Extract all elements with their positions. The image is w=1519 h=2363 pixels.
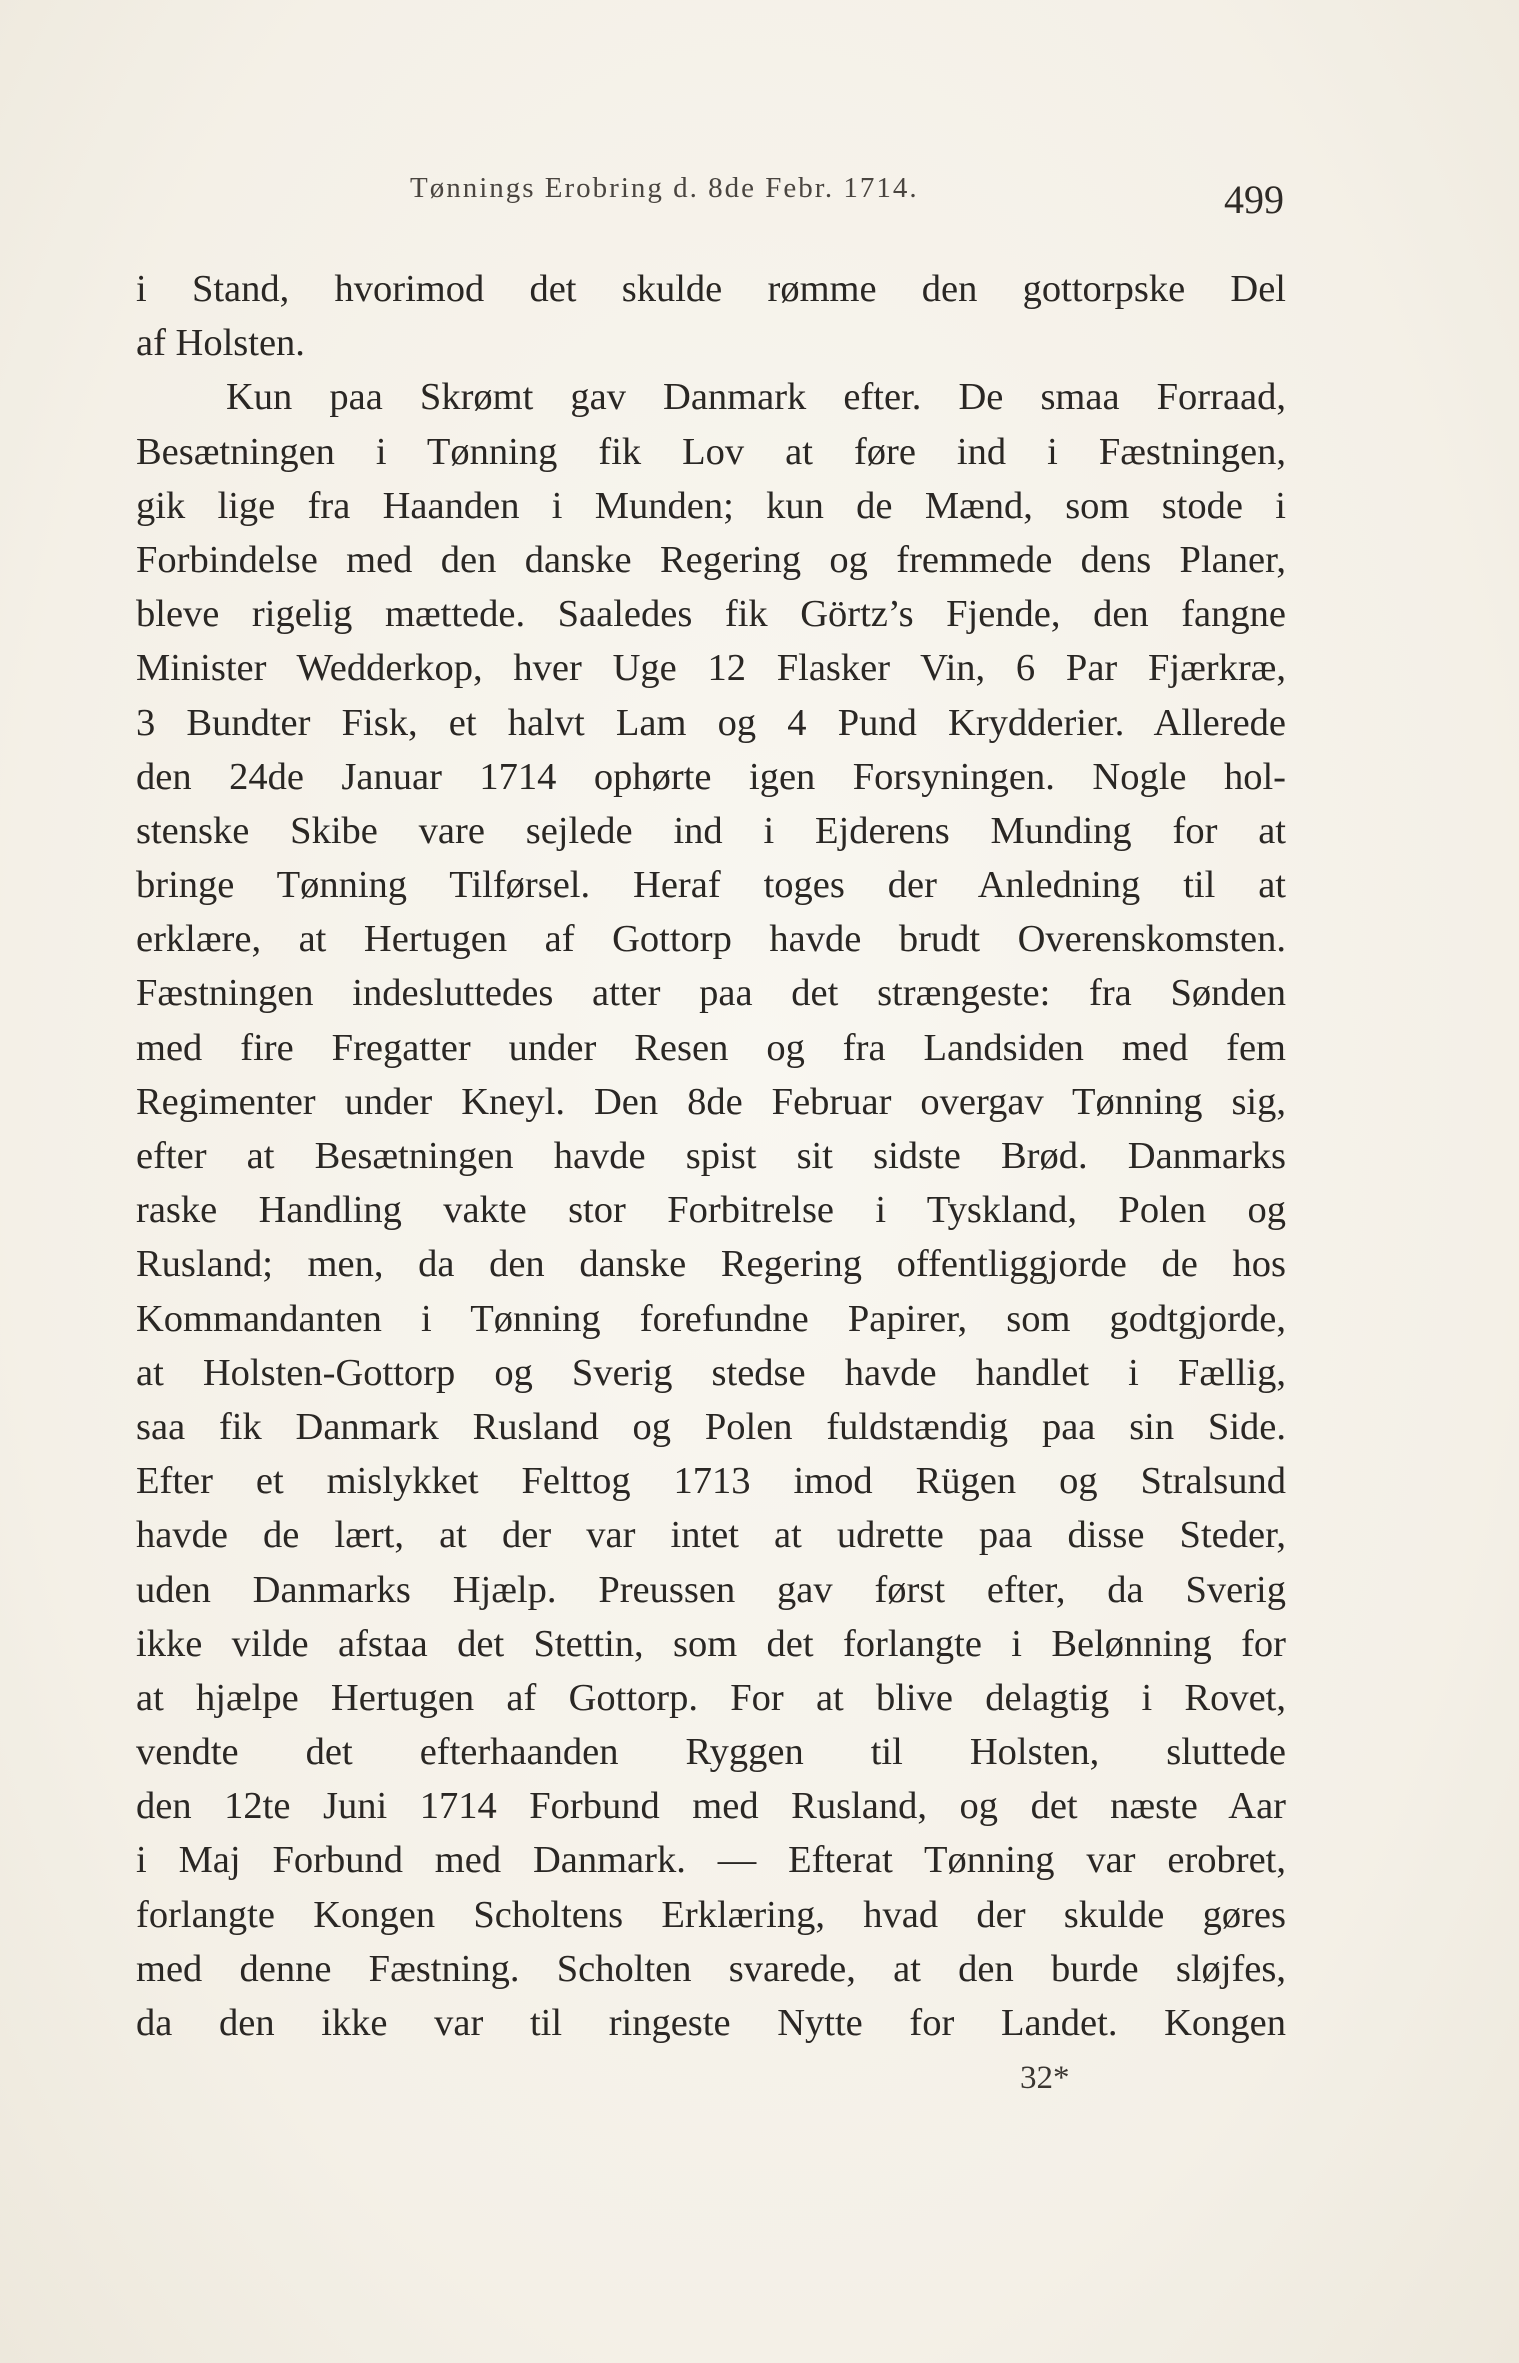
text-line: vendte det efterhaanden Ryggen til Holsten, sluttede bbox=[136, 1731, 1286, 1774]
text-line: 3 Bundter Fisk, et halvt Lam og 4 Pund Krydderier. Allerede bbox=[136, 701, 1286, 744]
text-line: Besætningen i Tønning fik Lov at føre ind i Fæstningen, bbox=[136, 430, 1286, 473]
body-text bbox=[136, 262, 1286, 2050]
text-line: i Maj Forbund med Danmark. — Efterat Tønning var erobret, bbox=[136, 1839, 1286, 1882]
text-line: forlangte Kongen Scholtens Erklæring, hvad der skulde gøres bbox=[136, 1893, 1286, 1936]
text-line: den 12te Juni 1714 Forbund med Rusland, og det næste Aar bbox=[136, 1785, 1286, 1828]
text-line: med denne Fæstning. Scholten svarede, at den burde sløjfes, bbox=[136, 1947, 1286, 1990]
text-line: af Holsten. bbox=[136, 322, 305, 365]
text-line: den 24de Januar 1714 ophørte igen Forsyningen. Nogle hol- bbox=[136, 755, 1286, 798]
text-line: erklære, at Hertugen af Gottorp havde brudt Overenskomsten. bbox=[136, 918, 1286, 961]
text-line: stenske Skibe vare sejlede ind i Ejderens Munding for at bbox=[136, 809, 1286, 852]
text-line: Kommandanten i Tønning forefundne Papirer, som godtgjorde, bbox=[136, 1297, 1286, 1340]
signature-mark: 32* bbox=[1020, 2060, 1070, 2096]
text-line: ikke vilde afstaa det Stettin, som det forlangte i Belønning for bbox=[136, 1622, 1286, 1665]
text-line: Minister Wedderkop, hver Uge 12 Flasker Vin, 6 Par Fjærkræ, bbox=[136, 647, 1286, 690]
page-number: 499 bbox=[1224, 177, 1284, 222]
text-line: gik lige fra Haanden i Munden; kun de Mænd, som stode i bbox=[136, 484, 1286, 527]
text-line: da den ikke var til ringeste Nytte for Landet. Kongen bbox=[136, 2002, 1286, 2044]
text-line: Fæstningen indesluttedes atter paa det strængeste: fra Sønden bbox=[136, 972, 1286, 1015]
text-line: med fire Fregatter under Resen og fra Landsiden med fem bbox=[136, 1026, 1286, 1069]
text-line: uden Danmarks Hjælp. Preussen gav først efter, da Sverig bbox=[136, 1568, 1286, 1611]
text-line: efter at Besætningen havde spist sit sidste Brød. Danmarks bbox=[136, 1135, 1286, 1177]
text-line: saa fik Danmark Rusland og Polen fuldstændig paa sin Side. bbox=[136, 1405, 1286, 1448]
text-line: at Holsten-Gottorp og Sverig stedse havde handlet i Fællig, bbox=[136, 1351, 1286, 1394]
text-line: bringe Tønning Tilførsel. Heraf toges der Anledning til at bbox=[136, 864, 1286, 907]
text-line: Forbindelse med den danske Regering og fremmede dens Planer, bbox=[136, 538, 1286, 581]
text-line: Rusland; men, da den danske Regering offentliggjorde de hos bbox=[136, 1243, 1286, 1286]
text-line: i Stand, hvorimod det skulde rømme den gottorpske Del bbox=[136, 268, 1286, 310]
text-line: Efter et mislykket Felttog 1713 imod Rügen og Stralsund bbox=[136, 1460, 1286, 1503]
text-line: Regimenter under Kneyl. Den 8de Februar overgav Tønning sig, bbox=[136, 1080, 1286, 1123]
text-line: Kun paa Skrømt gav Danmark efter. De smaa Forraad, bbox=[226, 376, 1286, 419]
running-head: Tønnings Erobring d. 8de Febr. 1714. bbox=[410, 172, 919, 204]
text-line: at hjælpe Hertugen af Gottorp. For at blive delagtig i Rovet, bbox=[136, 1676, 1286, 1719]
text-line: raske Handling vakte stor Forbitrelse i Tyskland, Polen og bbox=[136, 1189, 1286, 1232]
text-line: bleve rigelig mættede. Saaledes fik Görtz’s Fjende, den fangne bbox=[136, 593, 1286, 636]
text-line: havde de lært, at der var intet at udrette paa disse Steder, bbox=[136, 1514, 1286, 1557]
